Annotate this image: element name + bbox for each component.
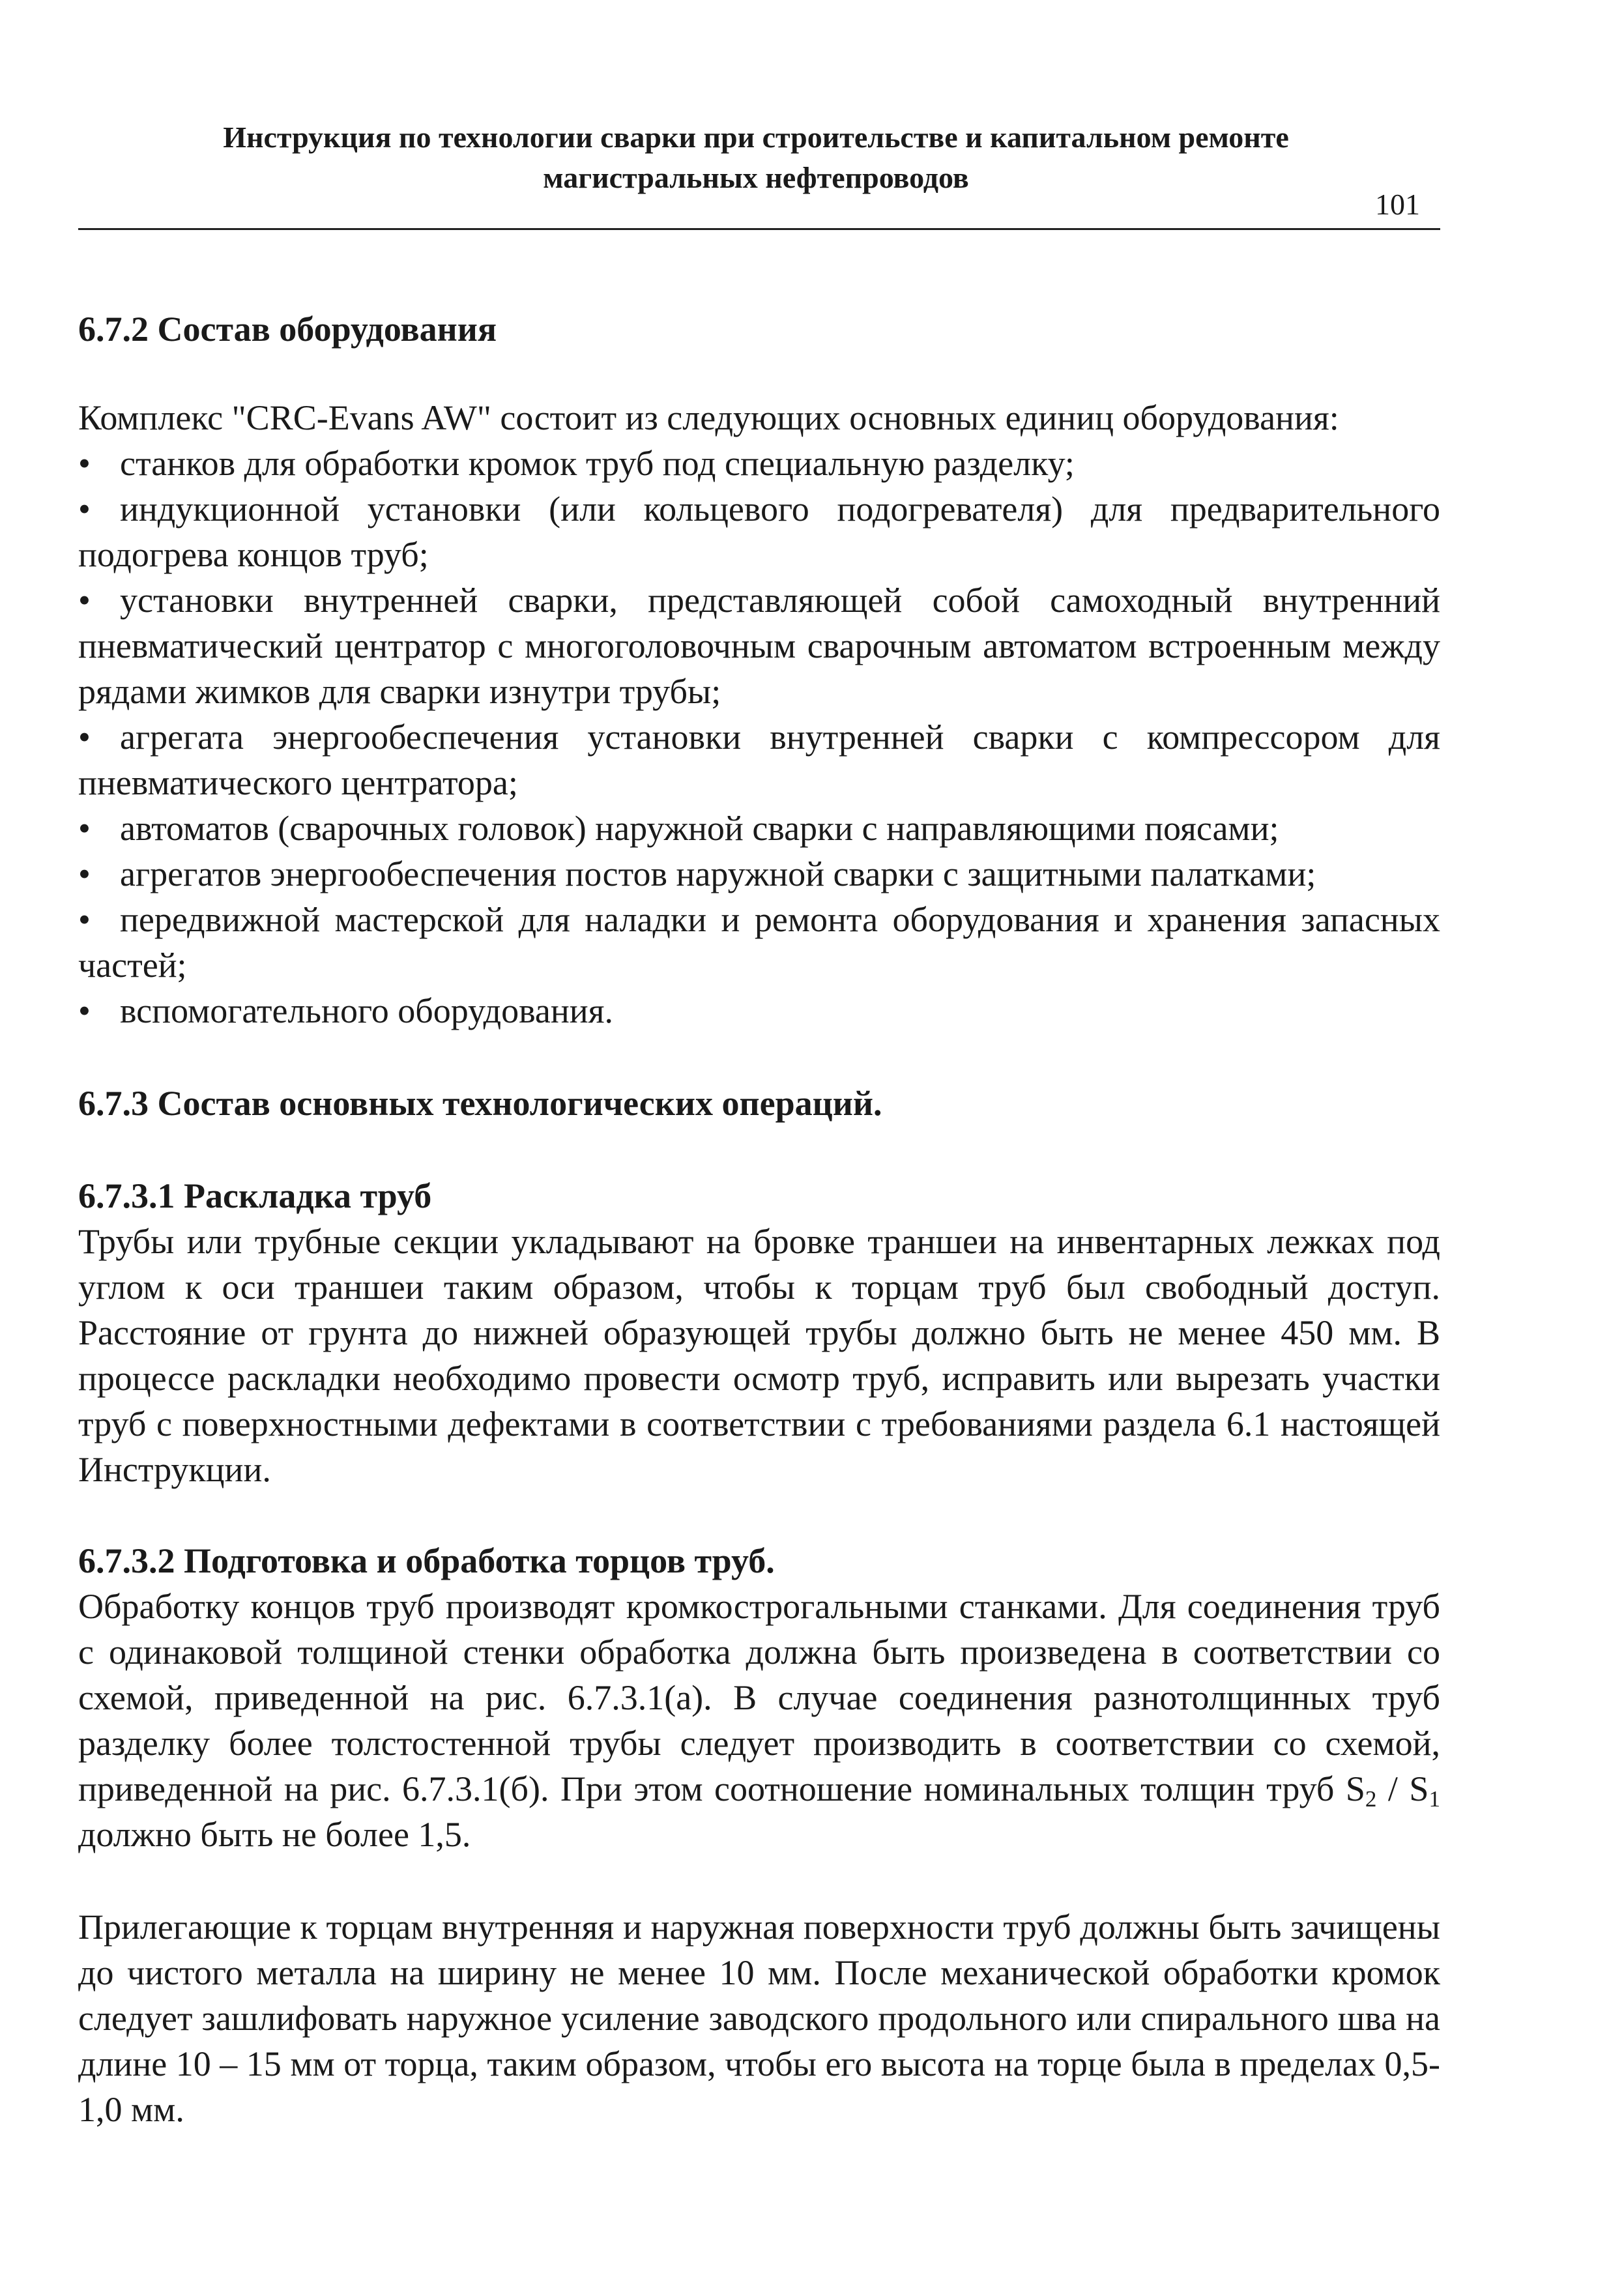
list-item <box>78 486 1440 577</box>
header-divider <box>78 228 1440 230</box>
list-item <box>78 988 1440 1034</box>
spacer <box>78 1492 1440 1538</box>
list-item <box>78 577 1440 714</box>
header-title-line1: Инструкция по технологии сварки при строительстве и капитальном ремонте <box>223 121 1289 154</box>
list-item <box>78 897 1440 988</box>
end-preparation-text: Обработку концов труб производят кромкострогальными станками. Для соединения труб с одинаковой толщиной стенки обработка должна быть произведена в соответствии со схемой, приведенной на рис. 6.7.3.1(а). В случае соединения разнотолщинных труб разделку более толстостенной трубы следует производить в соответствии со схемой, приведенной на рис. 6.7.3.1(б). При этом соотношение номинальных толщин труб S <box>78 1587 1440 1808</box>
spacer <box>78 1126 1440 1173</box>
bullet-icon: • <box>78 854 91 893</box>
list-item-text: индукционной установки (или кольцевого подогревателя) для предварительного подогрева концов труб; <box>78 489 1440 574</box>
spacer <box>78 1034 1440 1080</box>
section-heading-6-7-2: 6.7.2 Состав оборудования <box>78 310 497 349</box>
bullet-icon: • <box>78 717 91 757</box>
pipe-layout-paragraph: Трубы или трубные секции укладывают на бровке траншеи на инвентарных лежках под углом к оси траншеи таким образом, чтобы к торцам труб был свободный доступ. Расстояние от грунта до нижней образующей трубы должно быть не менее 450 мм. В процессе раскладки необходимо провести осмотр труб, исправить или вырезать участки труб с поверхностными дефектами в соответствии с требованиями раздела 6.1 настоящей Инструкции. <box>78 1222 1440 1489</box>
page-body <box>78 306 1440 2132</box>
list-item-text: вспомогательного оборудования. <box>120 991 613 1030</box>
list-item-text: передвижной мастерской для наладки и ремонта оборудования и хранения запасных частей; <box>78 900 1440 985</box>
end-preparation-text-end: должно быть не более 1,5. <box>78 1815 471 1854</box>
list-item <box>78 851 1440 897</box>
list-item-text: установки внутренней сварки, представляющей собой самоходный внутренний пневматический центратор с многоголовочным сварочным автоматом встроенным между рядами жимков для сварки изнутри трубы; <box>78 581 1440 711</box>
subscript-s2: 2 <box>1365 1786 1377 1812</box>
list-item-text: агрегатов энергообеспечения постов наружной сварки с защитными палатками; <box>120 854 1316 893</box>
bullet-icon: • <box>78 489 91 529</box>
equipment-intro-paragraph: Комплекс "CRC-Evans AW" состоит из следующих основных единиц оборудования: <box>78 398 1339 437</box>
list-item <box>78 805 1440 851</box>
end-preparation-paragraph <box>78 1584 1440 1857</box>
page-number: 101 <box>1375 188 1420 221</box>
equipment-list <box>78 441 1440 1034</box>
section-heading-6-7-3-2: 6.7.3.2 Подготовка и обработка торцов труб. <box>78 1541 775 1580</box>
list-item <box>78 441 1440 486</box>
ratio-slash: / S <box>1376 1769 1429 1808</box>
list-item-text: станков для обработки кромок труб под специальную разделку; <box>120 444 1075 483</box>
surface-cleaning-paragraph: Прилегающие к торцам внутренняя и наружная поверхности труб должны быть зачищены до чистого металла на ширину не менее 10 мм. После механической обработки кромок следует зашлифовать наружное усиление заводского продольного или спирального шва на длине 10 – 15 мм от торца, таким образом, чтобы его высота на торце была в пределах 0,5-1,0 мм. <box>78 1907 1440 2129</box>
list-item-text: автоматов (сварочных головок) наружной сварки с направляющими поясами; <box>120 809 1279 848</box>
section-heading-6-7-3-1: 6.7.3.1 Раскладка труб <box>78 1176 432 1215</box>
section-heading-6-7-3: 6.7.3 Состав основных технологических операций. <box>78 1084 882 1123</box>
bullet-icon: • <box>78 581 91 620</box>
spacer <box>78 1857 1440 1904</box>
list-item <box>78 714 1440 805</box>
bullet-icon: • <box>78 809 91 848</box>
bullet-icon: • <box>78 444 91 483</box>
header-title-line2: магистральных нефтепроводов <box>543 161 969 194</box>
bullet-icon: • <box>78 991 91 1030</box>
bullet-icon: • <box>78 900 91 939</box>
list-item-text: агрегата энергообеспечения установки внутренней сварки с компрессором для пневматического центратора; <box>78 717 1440 802</box>
subscript-s1: 1 <box>1428 1786 1440 1812</box>
running-header <box>78 117 1434 198</box>
